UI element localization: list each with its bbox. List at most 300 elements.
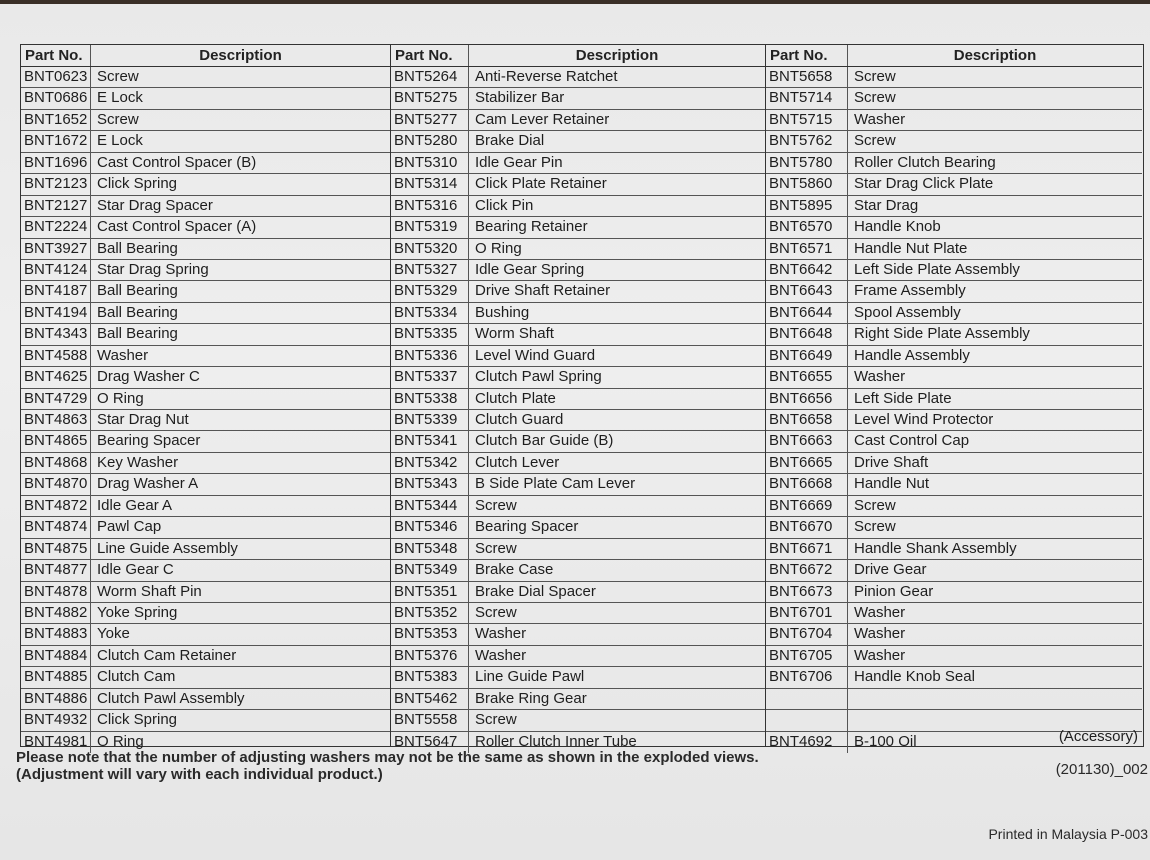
part-description: Handle Assembly [854,346,970,364]
part-number: BNT4878 [21,582,91,602]
part-description: Drag Washer C [97,368,200,386]
table-row [21,710,390,731]
part-description: Left Side Plate [854,389,952,407]
part-description: Screw [97,110,139,128]
table-row [766,153,1142,174]
part-number: BNT5338 [391,389,469,409]
table-row [21,560,390,581]
table-row [766,131,1142,152]
part-number: BNT5310 [391,153,469,173]
part-number: BNT6655 [766,367,848,387]
parts-column-2 [391,45,766,750]
part-description: Worm Shaft [475,325,554,343]
part-description: Click Spring [97,711,178,729]
part-number: BNT5462 [391,689,469,709]
table-row [21,389,390,410]
part-number: BNT5264 [391,67,469,87]
table-row [391,667,765,688]
adjustment-note [16,749,759,783]
table-row [391,496,765,517]
table-row [21,624,390,645]
part-description: Clutch Pawl Spring [475,368,602,386]
part-description: Cast Control Spacer (A) [97,218,257,236]
part-number: BNT6706 [766,667,848,687]
part-description: Bearing Spacer [97,432,201,450]
part-description: Brake Ring Gear [475,689,587,707]
part-number: BNT6663 [766,431,848,451]
table-row [766,110,1142,131]
part-description: Anti-Reverse Ratchet [475,68,618,85]
table-row [766,260,1142,281]
part-description: Screw [854,496,896,514]
part-description: Yoke [97,625,130,643]
part-number: BNT5316 [391,196,469,216]
part-description: Level Wind Protector [854,411,994,428]
part-description: Ball Bearing [97,239,178,257]
part-number: BNT5314 [391,174,469,194]
part-description: Washer [854,603,906,621]
part-number: BNT6571 [766,239,848,259]
part-number: BNT5335 [391,324,469,344]
part-number: BNT4343 [21,324,91,344]
part-number: BNT5343 [391,474,469,494]
table-row [391,517,765,538]
table-row [21,431,390,452]
table-row [766,517,1142,538]
table-row [766,196,1142,217]
part-description: Clutch Guard [475,411,564,428]
part-description: Drive Gear [854,561,927,579]
table-row [391,217,765,238]
table-row [21,496,390,517]
table-row [766,346,1142,367]
table-row [391,303,765,324]
part-description: Pawl Cap [97,518,162,536]
table-row [766,367,1142,388]
part-description: Screw [475,603,517,621]
table-row [766,239,1142,260]
table-row [391,88,765,109]
table-row [766,431,1142,452]
part-description: Yoke Spring [97,603,178,621]
part-number: BNT0623 [21,67,91,87]
part-description: Star Drag Nut [97,411,189,428]
table-row [21,453,390,474]
part-description: Star Drag [854,196,919,214]
part-number: BNT4124 [21,260,91,280]
document-code: (201130)_002 [1055,761,1148,778]
part-description: Washer [854,646,906,664]
table-row [21,517,390,538]
table-row [391,603,765,624]
part-number [766,710,848,730]
table-row [391,646,765,667]
table-row [391,710,765,731]
table-row [21,239,390,260]
table-row [766,689,1142,710]
part-number: BNT5336 [391,346,469,366]
table-row [766,646,1142,667]
part-number: BNT5352 [391,603,469,623]
table-row [21,67,390,88]
part-number: BNT5658 [766,67,848,87]
part-description: Stabilizer Bar [475,89,565,107]
part-number: BNT6705 [766,646,848,666]
part-number: BNT5762 [766,131,848,151]
part-number: BNT5277 [391,110,469,130]
part-description: Clutch Lever [475,453,560,471]
table-row [766,303,1142,324]
part-description: Handle Knob [854,218,941,236]
header-part-no: Part No. [391,45,469,66]
table-row [21,367,390,388]
part-description: Cast Control Spacer (B) [97,153,257,171]
part-number: BNT5327 [391,260,469,280]
part-number: BNT6672 [766,560,848,580]
part-number: BNT1672 [21,131,91,151]
part-description: B Side Plate Cam Lever [475,475,636,493]
part-description: Idle Gear C [97,561,174,579]
part-number: BNT2123 [21,174,91,194]
part-number: BNT5349 [391,560,469,580]
part-number: BNT5339 [391,410,469,430]
part-description: Handle Shank Assembly [854,539,1017,557]
part-description: Screw [854,68,896,85]
table-row [766,603,1142,624]
part-number: BNT5319 [391,217,469,237]
part-description: Right Side Plate Assembly [854,325,1030,343]
table-row [766,281,1142,302]
table-row [391,153,765,174]
part-description: Roller Clutch Inner Tube [475,732,637,750]
table-row [391,431,765,452]
part-number: BNT6701 [766,603,848,623]
part-number: BNT5780 [766,153,848,173]
parts-table [20,44,1144,750]
part-description: Bearing Spacer [475,518,579,536]
part-description: B-100 Oil [854,732,917,750]
part-description: Level Wind Guard [475,346,596,364]
part-number: BNT4882 [21,603,91,623]
part-number: BNT4863 [21,410,91,430]
part-description: O Ring [97,732,144,750]
part-number: BNT6658 [766,410,848,430]
part-description: Line Guide Pawl [475,668,585,686]
part-description: Star Drag Spacer [97,196,213,214]
part-number: BNT4872 [21,496,91,516]
table-row [391,474,765,495]
table-row [391,110,765,131]
accessory-label: (Accessory) [1058,728,1138,745]
part-description: Ball Bearing [97,303,178,321]
table-row [391,389,765,410]
part-description: Ball Bearing [97,325,178,343]
part-number: BNT6644 [766,303,848,323]
table-row [391,324,765,345]
part-number: BNT6669 [766,496,848,516]
part-number: BNT4187 [21,281,91,301]
table-row [391,367,765,388]
part-number: BNT6648 [766,324,848,344]
part-description: Washer [854,110,906,128]
part-number: BNT6643 [766,281,848,301]
part-number: BNT5346 [391,517,469,537]
table-header [21,45,390,67]
table-row [766,389,1142,410]
part-number: BNT6704 [766,624,848,644]
part-number: BNT0686 [21,88,91,108]
table-row [391,560,765,581]
part-number: BNT1696 [21,153,91,173]
part-description: Washer [475,646,527,664]
table-row [21,196,390,217]
part-description: Bearing Retainer [475,218,588,236]
table-row [391,624,765,645]
part-number: BNT5353 [391,624,469,644]
part-number: BNT5344 [391,496,469,516]
document-page [0,4,1150,860]
part-number: BNT6649 [766,346,848,366]
part-description: Frame Assembly [854,282,966,300]
part-description: E Lock [97,132,143,150]
table-row [766,624,1142,645]
part-description: Left Side Plate Assembly [854,260,1020,278]
part-number: BNT4870 [21,474,91,494]
part-description: Worm Shaft Pin [97,582,202,600]
table-row [21,646,390,667]
table-row [391,239,765,260]
part-number: BNT4865 [21,431,91,451]
part-description: Key Washer [97,453,179,471]
part-description: Star Drag Spring [97,260,209,278]
table-row [21,153,390,174]
part-number: BNT4886 [21,689,91,709]
part-number: BNT6642 [766,260,848,280]
header-part-no: Part No. [21,45,91,66]
part-number: BNT4883 [21,624,91,644]
table-header [391,45,765,67]
part-number: BNT5334 [391,303,469,323]
part-number: BNT4625 [21,367,91,387]
table-row [21,131,390,152]
part-description: Screw [475,496,517,514]
table-row [766,410,1142,431]
table-row [766,539,1142,560]
table-row [21,582,390,603]
header-description: Description [199,47,282,64]
table-row [391,260,765,281]
part-description: Roller Clutch Bearing [854,153,996,171]
part-description: Clutch Pawl Assembly [97,689,245,707]
header-description: Description [575,47,659,64]
table-row [391,67,765,88]
part-number: BNT2224 [21,217,91,237]
part-number: BNT4981 [21,732,91,753]
part-number: BNT4884 [21,646,91,666]
part-number: BNT5280 [391,131,469,151]
table-row [391,410,765,431]
table-row [391,453,765,474]
part-number: BNT5860 [766,174,848,194]
part-number: BNT5383 [391,667,469,687]
part-description: Click Plate Retainer [475,175,607,193]
part-description: Idle Gear A [97,496,173,514]
part-description: Star Drag Click Plate [854,175,994,193]
parts-column-3 [766,45,1142,750]
part-number: BNT1652 [21,110,91,130]
part-number: BNT6570 [766,217,848,237]
part-description: Idle Gear Pin [475,153,563,171]
part-number: BNT5558 [391,710,469,730]
table-row [766,496,1142,517]
table-row [391,174,765,195]
part-description: Drive Shaft Retainer [475,282,611,300]
table-row [21,303,390,324]
part-description: Washer [97,346,149,364]
table-row [766,324,1142,345]
part-description: Washer [854,625,906,643]
part-number: BNT5348 [391,539,469,559]
table-row [766,174,1142,195]
table-row [391,582,765,603]
table-row [21,260,390,281]
table-row [391,346,765,367]
part-description: Screw [475,539,517,557]
part-description: Clutch Cam Retainer [97,646,237,664]
table-row [766,217,1142,238]
part-description: Bushing [475,303,530,321]
part-number: BNT5320 [391,239,469,259]
table-row [21,110,390,131]
table-row [21,410,390,431]
part-description: Ball Bearing [97,282,178,300]
table-row [766,560,1142,581]
part-description: Spool Assembly [854,303,961,321]
part-number: BNT5895 [766,196,848,216]
part-description: Handle Knob Seal [854,668,975,686]
part-description: Handle Nut [854,475,930,493]
part-number: BNT5376 [391,646,469,666]
table-header [766,45,1142,67]
table-row [21,689,390,710]
part-number: BNT6671 [766,539,848,559]
table-row [21,324,390,345]
part-number: BNT2127 [21,196,91,216]
part-description [848,689,1142,709]
table-row [766,67,1142,88]
table-row [391,196,765,217]
part-number: BNT4868 [21,453,91,473]
part-description: Pinion Gear [854,582,934,600]
part-description: Screw [854,518,896,536]
part-description: Clutch Cam [97,668,176,686]
table-row [391,131,765,152]
part-number: BNT5341 [391,431,469,451]
table-row [21,88,390,109]
part-description: Screw [475,711,517,729]
part-number: BNT5337 [391,367,469,387]
part-description: Cast Control Cap [854,432,970,450]
part-number: BNT4194 [21,303,91,323]
table-row [391,689,765,710]
part-number: BNT4932 [21,710,91,730]
part-number: BNT4692 [766,732,848,753]
part-description: O Ring [475,239,522,257]
part-description: Clutch Plate [475,389,556,407]
part-description: Screw [97,68,139,85]
part-number: BNT4729 [21,389,91,409]
part-number: BNT4877 [21,560,91,580]
table-row [766,88,1142,109]
part-description: Brake Case [475,561,554,579]
part-number: BNT4875 [21,539,91,559]
part-description: Washer [475,625,527,643]
part-number: BNT5329 [391,281,469,301]
part-description: Line Guide Assembly [97,539,238,557]
header-description: Description [953,47,1037,64]
part-description: Idle Gear Spring [475,260,585,278]
table-row [21,667,390,688]
part-number: BNT4588 [21,346,91,366]
table-row [766,474,1142,495]
table-row [766,453,1142,474]
table-row [21,174,390,195]
part-description: Cam Lever Retainer [475,110,610,128]
part-number: BNT5715 [766,110,848,130]
part-number: BNT6670 [766,517,848,537]
table-row [21,346,390,367]
table-row [21,281,390,302]
part-number: BNT6656 [766,389,848,409]
part-number [766,689,848,709]
part-description: Click Pin [475,196,534,214]
table-row [391,281,765,302]
part-description: Screw [854,89,896,107]
header-part-no: Part No. [766,45,848,66]
part-description: Handle Nut Plate [854,239,968,257]
part-number: BNT5342 [391,453,469,473]
part-description: Brake Dial [475,132,545,150]
table-row [391,539,765,560]
table-row [766,667,1142,688]
part-description: Clutch Bar Guide (B) [475,432,614,450]
table-row [21,603,390,624]
part-number: BNT6673 [766,582,848,602]
part-number: BNT3927 [21,239,91,259]
part-description: E Lock [97,89,143,107]
part-number: BNT5351 [391,582,469,602]
printed-in-label: Printed in Malaysia P-003 [988,826,1148,842]
note-line-1: Please note that the number of adjusting washers may not be the same as shown in the exploded views. [16,749,759,766]
part-description: Screw [854,132,896,150]
part-description: Brake Dial Spacer [475,582,596,600]
part-number: BNT5275 [391,88,469,108]
table-row [21,474,390,495]
part-description: O Ring [97,389,144,407]
part-number: BNT4874 [21,517,91,537]
part-number: BNT5714 [766,88,848,108]
note-line-2: (Adjustment will vary with each individual product.) [16,766,383,783]
part-number: BNT5647 [391,732,469,753]
table-row [766,582,1142,603]
part-description: Drag Washer A [97,475,199,493]
table-row [21,217,390,238]
part-description: Washer [854,368,906,386]
parts-column-1 [21,45,391,750]
part-number: BNT6665 [766,453,848,473]
part-number: BNT4885 [21,667,91,687]
part-description: Drive Shaft [854,453,929,471]
